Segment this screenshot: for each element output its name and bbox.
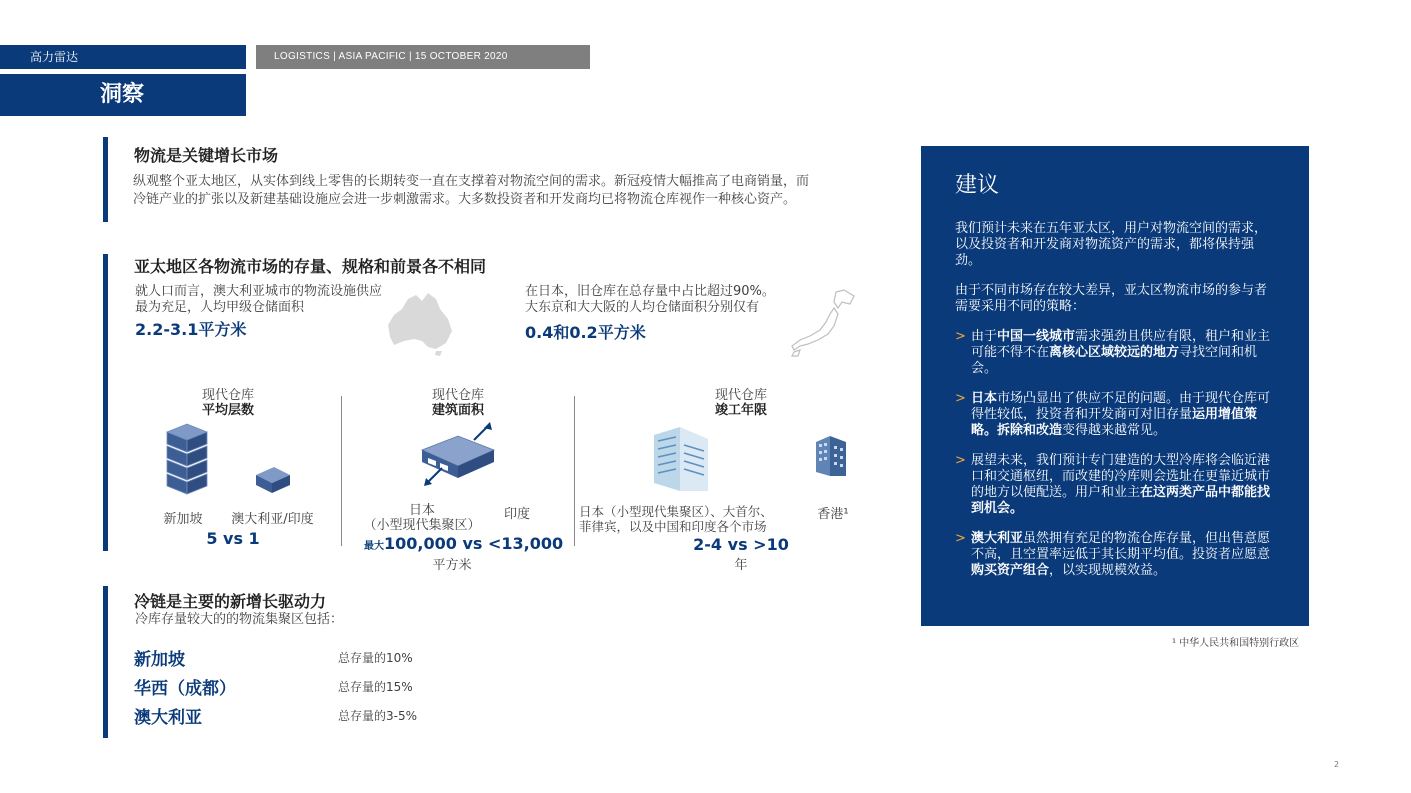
- recommendation-title: 建议: [955, 173, 1000, 198]
- single-storey-warehouse-icon: [254, 465, 292, 495]
- col1-left-label: 新加坡: [163, 512, 203, 527]
- old-building-icon: [812, 434, 850, 478]
- col2-left-label1: 日本: [408, 503, 435, 518]
- column-divider-1: [341, 396, 342, 546]
- recommendation-panel: [921, 146, 1309, 626]
- coldchain-value-1: 总存量的10%: [338, 651, 413, 665]
- col2-value-row: [364, 534, 564, 553]
- bullet-arrow-icon: >: [955, 391, 966, 406]
- page-title-bar: [0, 74, 246, 116]
- bullet-3-text: 展望未来，我们预计专门建造的大型冷库将会临近港口和交通枢纽，而改建的冷库则会选址在更靠近城市的地方以便配送。用户和业主在这两类产品中都能找到机会。: [971, 453, 1271, 516]
- bullet-arrow-icon: >: [955, 329, 966, 344]
- col3-value: 2-4 vs >10: [693, 535, 789, 554]
- column-divider-2: [574, 396, 575, 546]
- recommendation-bullet-3: [955, 453, 1275, 517]
- col3-left-label1: 日本（小型现代集聚区）、大首尔、: [579, 504, 773, 519]
- col2-right-label: 印度: [503, 507, 530, 522]
- section1-heading: 物流是关键增长市场: [134, 146, 279, 165]
- page-number: 2: [1334, 760, 1340, 769]
- col2-title2: 建筑面积: [431, 403, 484, 418]
- col3-right-label: 香港¹: [817, 507, 849, 522]
- aus-value: 2.2-3.1平方米: [135, 320, 247, 339]
- recommendation-bullet-1: [955, 329, 1275, 377]
- recommendation-paragraph-2: 由于不同市场存在较大差异，亚太区物流市场的参与者需要采用不同的策略：: [955, 283, 1268, 314]
- jp-text-line1: 在日本，旧仓库在总存量中占比超过90%。: [525, 284, 775, 299]
- bullet-2-text: 日本市场凸显出了供应不足的问题。由于现代仓库可得性较低，投资者和开发商可对旧存量运用增值策略。拆除和改造变得越来越常见。: [971, 391, 1271, 438]
- brand-bar: [0, 45, 246, 69]
- section3-subtitle: 冷库存量较大的的物流集聚区包括：: [135, 612, 344, 627]
- coldchain-value-2: 总存量的15%: [338, 680, 413, 694]
- footnote: ¹ 中华人民共和国特别行政区: [1172, 638, 1300, 649]
- meta-bar: [256, 45, 590, 69]
- coldchain-name-2: 华西（成都）: [134, 679, 236, 699]
- section1-line1: 纵观整个亚太地区，从实体到线上零售的长期转变一直在支撑着对物流空间的需求。新冠疫情大幅推高了电商销量，而: [133, 174, 810, 189]
- col3-title1: 现代仓库: [714, 388, 767, 403]
- col3-left-label2: 菲律宾，以及中国和印度各个市场: [579, 519, 767, 534]
- section3-accent-bar: [103, 586, 108, 738]
- section2-heading: 亚太地区各物流市场的存量、规格和前景各不相同: [134, 257, 487, 276]
- col2-left-label2: （小型现代集聚区）: [363, 518, 481, 533]
- bullet-arrow-icon: >: [955, 531, 966, 546]
- warehouse-floor-area-icon: [418, 420, 498, 488]
- recommendation-paragraph-1: 我们预计未来在五年亚太区，用户对物流空间的需求，以及投资者和开发商对物流资产的需求，都将保持强劲。: [955, 221, 1268, 268]
- col2-title1: 现代仓库: [431, 388, 484, 403]
- page-title: 洞察: [100, 82, 145, 107]
- bullet-arrow-icon: >: [955, 453, 966, 468]
- col2-unit: 平方米: [432, 558, 472, 573]
- section1-accent-bar: [103, 137, 108, 222]
- col3-unit: 年: [734, 558, 748, 573]
- col1-title1: 现代仓库: [201, 388, 254, 403]
- meta-label: LOGISTICS | ASIA PACIFIC | 15 OCTOBER 2020: [274, 51, 508, 62]
- aus-text-line1: 就人口而言，澳大利亚城市的物流设施供应: [135, 284, 383, 299]
- section1-line2: 冷链产业的扩张以及新建基础设施应会进一步刺激需求。大多数投资者和开发商均已将物流仓库视作一种核心资产。: [133, 192, 797, 207]
- jp-value: 0.4和0.2平方米: [525, 323, 646, 342]
- brand-label: 高力雷达: [30, 50, 79, 64]
- australia-map-icon: [386, 289, 458, 357]
- bullet-1-text: 由于中国一线城市需求强劲且供应有限，租户和业主可能不得不在离核心区域较远的地方寻找空间和机会。: [971, 329, 1271, 376]
- section2-accent-bar: [103, 254, 108, 551]
- coldchain-name-1: 新加坡: [134, 650, 185, 670]
- col1-right-label: 澳大利亚/印度: [231, 512, 314, 527]
- col2-value-prefix: 最大: [364, 541, 384, 552]
- modern-building-icon: [650, 425, 712, 493]
- coldchain-name-3: 澳大利亚: [134, 708, 202, 728]
- col2-value: 100,000 vs <13,000: [384, 534, 564, 553]
- col1-title2: 平均层数: [201, 403, 254, 418]
- col1-value: 5 vs 1: [206, 529, 260, 548]
- aus-text-line2: 最为充足，人均甲级仓储面积: [135, 300, 305, 315]
- coldchain-value-3: 总存量的3-5%: [338, 709, 418, 723]
- japan-map-icon: [788, 286, 860, 358]
- recommendation-bullet-4: [955, 531, 1275, 579]
- multistorey-warehouse-icon: [163, 422, 211, 498]
- section3-heading: 冷链是主要的新增长驱动力: [134, 592, 327, 611]
- bullet-4-text: 澳大利亚虽然拥有充足的物流仓库存量，但出售意愿不高，且空置率远低于其长期平均值。投资者应愿意购买资产组合，以实现规模效益。: [971, 531, 1271, 578]
- recommendation-bullet-2: [955, 391, 1275, 439]
- col3-title2: 竣工年限: [714, 403, 767, 418]
- jp-text-line2: 大东京和大大阪的人均仓储面积分别仅有: [525, 300, 760, 315]
